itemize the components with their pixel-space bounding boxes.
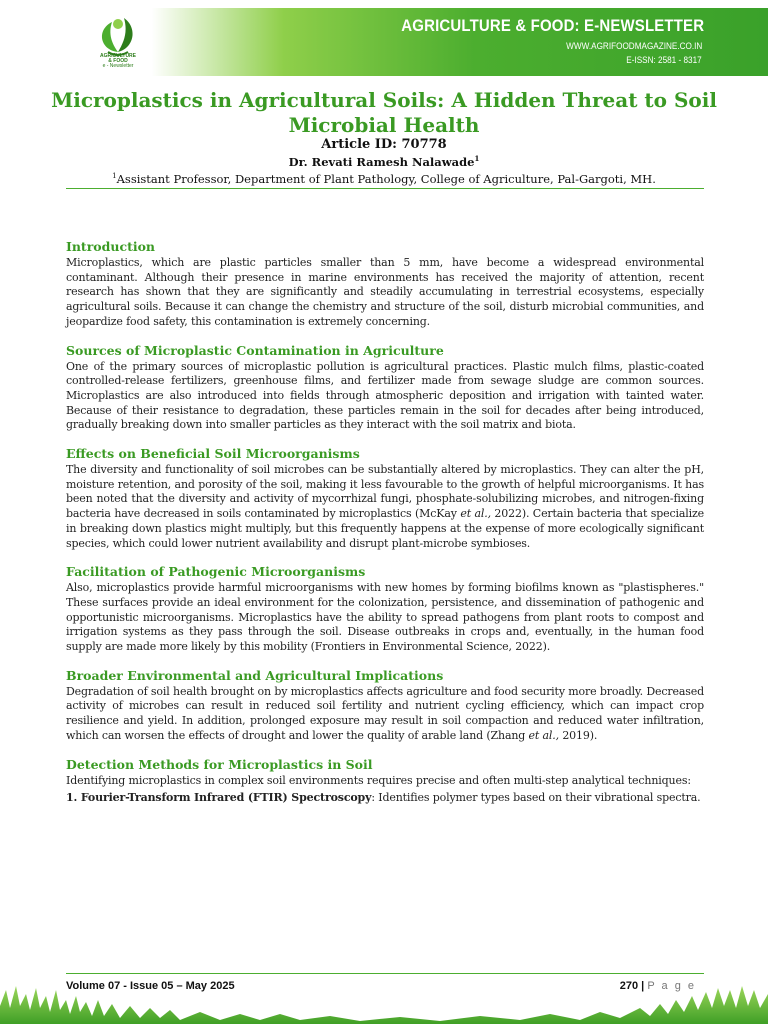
author-affiliation: $^1$Assistant Professor, Department of Plant Pathology, College of Agriculture, Pal-Gargoti, MH. [112,172,656,186]
paragraph-implications: Degradation of soil health brought on by microplastics affects agriculture and food security more broadly. Decreased activity of microbes can result in reduced soil fertility and nutrient cycling efficiency, which can impact crop resilience and yield. In addition, prolonged exposure may result in soil compaction and reduced water infiltration, which can worsen the effects of drought and lower the quality of arable land (Zhang et al., 2019). [66,684,704,742]
logo-caption: AGRICULTURE & FOOD e - Newsletter [99,53,136,69]
paragraph-sources: One of the primary sources of microplastic pollution is agricultural practices. Plastic mulch films, plastic-coated controlled-release fertilizers, greenhouse films, and fertilizer made from sewage sludge are common sources. Microplastics are also introduced into fields through atmospheric deposition and irrigation with tainted water. Because of their resistance to degradation, these particles remain in the soil for decades after being introduced, gradually breaking down into smaller particles as they interact with the soil matrix and biota. [66,359,704,432]
section-heading-sources: Sources of Microplastic Contamination in Agriculture [66,342,444,358]
newsletter-title: AGRICULTURE & FOOD: E-NEWSLETTER [401,16,704,35]
newsletter-issn: E-ISSN: 2581 - 8317 [626,55,702,66]
section-heading-implications: Broader Environmental and Agricultural Implications [66,667,444,683]
newsletter-header [0,8,768,76]
grass-footer-decoration [0,960,768,1024]
article-body [66,238,704,818]
footer-divider [66,973,704,974]
list-item-ftir: 1. Fourier-Transform Infrared (FTIR) Spectroscopy: Identifies polymer types based on their vibrational spectra. [66,791,701,805]
paragraph-pathogenic: Also, microplastics provide harmful microorganisms with new homes by forming biofilms known as "plastispheres." These surfaces provide an ideal environment for the colonization, persistence, and dissemination of pathogenic and opportunistic microorganisms. Microplastics have the ability to spread pathogens from plant roots to compost and irrigation systems as they pass through the soil. Disease outbreaks in crops and, eventually, in the human food supply are made more likely by this mobility (Frontiers in Environmental Science, 2022). [66,581,704,654]
footer-volume: Volume 07 - Issue 05 – May 2025 [66,980,235,992]
section-heading-introduction: Introduction [66,239,156,254]
section-heading-effects: Effects on Beneficial Soil Microorganisms [66,446,360,462]
title-divider [66,188,704,189]
newsletter-url[interactable]: WWW.AGRIFOODMAGAZINE.CO.IN [565,41,702,52]
article-title: Microplastics in Agricultural Soils: A Hidden Threat to Soil Microbial Health [51,88,717,137]
author-name: Dr. Revati Ramesh Nalawade$^1$ [288,154,480,169]
paragraph-effects: The diversity and functionality of soil microbes can be substantially altered by microplastics. They can alter the pH, moisture retention, and porosity of the soil, making it less favourable to the growth of helpful microorganisms. It has been noted that the diversity and activity of mycorrhizal fungi, phosphate-solubilizing microbes, and nitrogen-fixing bacteria have decreased in soils contaminated by microplastics (McKay et al., 2022). Certain bacteria that specialize in breaking down plastics might multiply, but this frequently happens at the expense of more ecologically significant species, which could lower nutrient availability and disrupt plant-microbe symbioses. [66,463,704,550]
section-heading-detection: Detection Methods for Microplastics in Soil [66,756,373,772]
paragraph-introduction: Microplastics, which are plastic particles smaller than 5 mm, have become a widespread environmental contaminant. Although their presence in marine environments has received the majority of attention, recent research has shown that they are significantly and steadily accumulating in terrestrial ecosystems, especially agricultural soils. Because it can change the chemistry and structure of the soil, disturb microbial communities, and jeopardize food safety, this contamination is extremely concerning. [66,256,704,328]
article-id: Article ID: 70778 [321,137,447,152]
paragraph-detection: Identifying microplastics in complex soil environments requires precise and often multi-step analytical techniques: [66,773,691,787]
section-heading-pathogenic: Facilitation of Pathogenic Microorganisms [66,564,366,580]
footer-page-number: 270 | P a g e [619,980,696,992]
